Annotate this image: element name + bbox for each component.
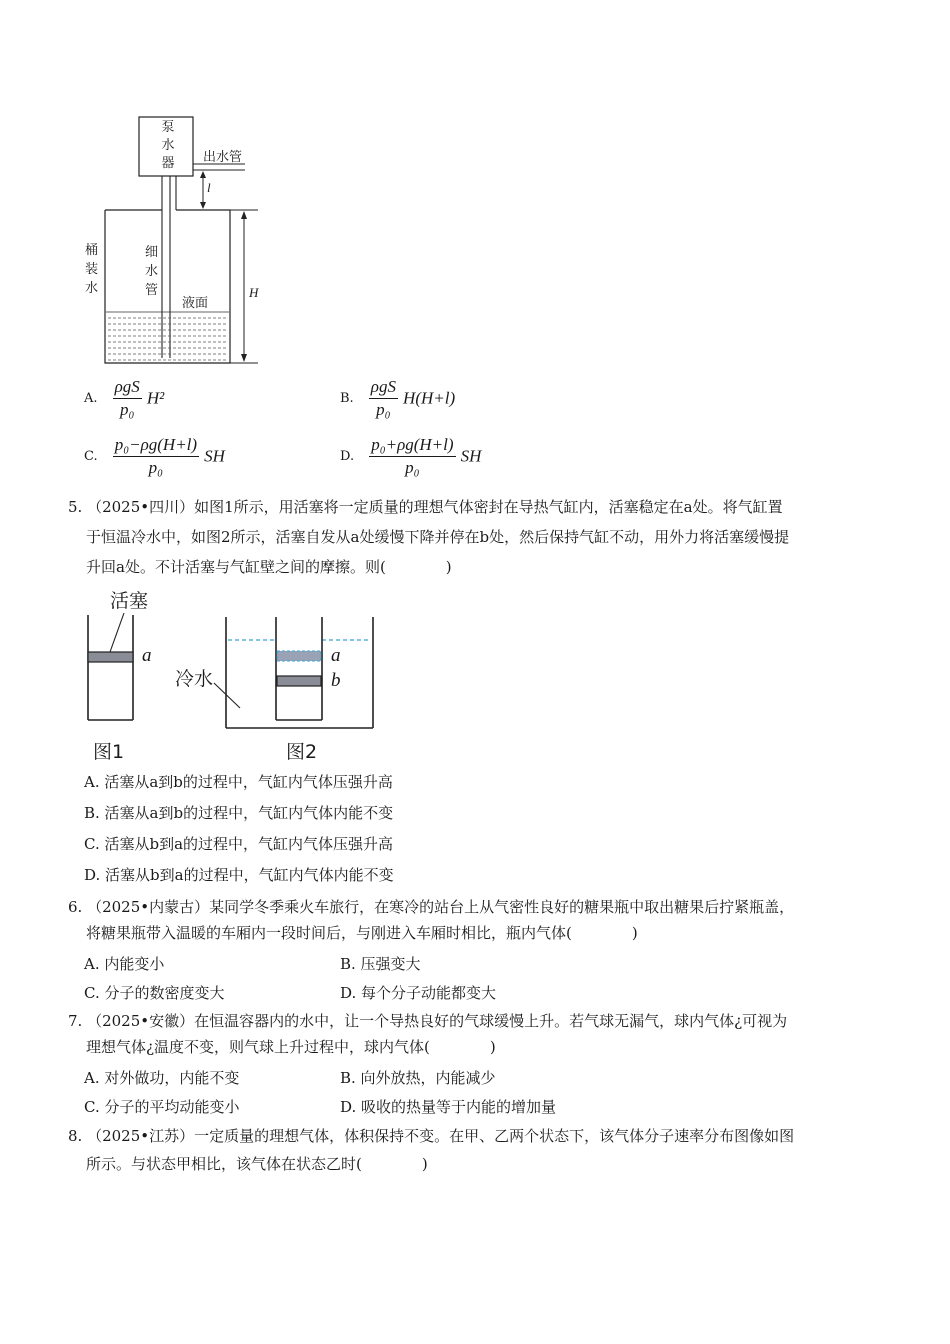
q6-option-b[interactable]: B. 压强变大 <box>340 955 421 973</box>
q5-option-d[interactable]: D. 活塞从b到a的过程中，气缸内气体内能不变 <box>84 866 394 884</box>
piston-position-b <box>277 676 321 686</box>
q6-stem-line-1: 6. （2025•内蒙古）某同学冬季乘火车旅行，在寒冷的站台上从气密性良好的糖果瓶中取出糖果后拧紧瓶盖， <box>68 898 795 916</box>
q4-option-c[interactable]: C. $\frac{\text{p₀−ρg(H+l)}}{\text{p₀}}$ SH <box>84 435 225 477</box>
barrel-label: 桶 装 水 <box>85 242 99 295</box>
a-label-fig2: a <box>331 645 341 666</box>
q5-option-c[interactable]: C. 活塞从b到a的过程中，气缸内气体压强升高 <box>84 835 394 853</box>
cold-water-label: 冷水 <box>175 668 214 690</box>
pump-barrel-figure <box>80 108 280 368</box>
H-label: H <box>249 285 259 300</box>
q6-option-a[interactable]: A. 内能变小 <box>84 955 165 973</box>
q7-stem-line-1: 7. （2025•安徽）在恒温容器内的水中，让一个导热良好的气球缓慢上升。若气球无漏气，球内气体¿可视为 <box>68 1012 788 1030</box>
q5-stem-line-1: 5. （2025•四川）如图1所示，用活塞将一定质量的理想气体密封在导热气缸内，活塞稳定在a处。将气缸置 <box>68 498 783 516</box>
q7-option-c[interactable]: C. 分子的平均动能变小 <box>84 1098 240 1116</box>
q8-stem-line-2: 所示。与状态甲相比，该气体在状态乙时( ) <box>86 1155 428 1173</box>
formula-fraction: $\frac{\text{p₀+ρg(H+l)}}{\text{p₀}}$ <box>371 435 454 477</box>
q7-option-b[interactable]: B. 向外放热，内能减少 <box>340 1069 496 1087</box>
b-label-fig2: b <box>331 670 341 691</box>
fig2-caption: 图2 <box>286 741 318 763</box>
piston-position-a <box>277 651 321 661</box>
q6-stem-line-2: 将糖果瓶带入温暖的车厢内一段时间后，与刚进入车厢时相比，瓶内气体( ) <box>86 924 638 942</box>
q4-option-d[interactable]: D. $\frac{\text{p₀+ρg(H+l)}}{\text{p₀}}$ SH <box>340 435 482 477</box>
l-label: l <box>207 180 211 195</box>
q7-option-a[interactable]: A. 对外做功，内能不变 <box>84 1069 240 1087</box>
q5-option-a[interactable]: A. 活塞从a到b的过程中，气缸内气体压强升高 <box>84 773 393 791</box>
q6-option-d[interactable]: D. 每个分子动能都变大 <box>340 984 497 1002</box>
pump-label: 泵 水 器 <box>161 119 175 170</box>
q4-option-b[interactable]: B. $\frac{\text{ρgS}}{\text{p₀}}$ H(H+l) <box>340 377 456 419</box>
q4-option-a[interactable]: A. $\frac{\text{ρgS}}{\text{p₀}}$ H² <box>84 377 165 419</box>
water-fill <box>106 312 229 360</box>
piston-fig1 <box>88 652 133 662</box>
q5-stem-line-3: 升回a处。不计活塞与气缸壁之间的摩擦。则( ) <box>86 558 452 576</box>
outlet-label: 出水管 <box>203 149 243 164</box>
a-label-fig1: a <box>142 645 152 666</box>
formula-fraction: $\frac{\text{ρgS}}{\text{p₀}}$ <box>370 377 396 419</box>
tube-label: 细 水 管 <box>145 244 159 297</box>
q6-option-c[interactable]: C. 分子的数密度变大 <box>84 984 225 1002</box>
q7-stem-line-2: 理想气体¿温度不变，则气球上升过程中，球内气体( ) <box>86 1038 496 1056</box>
piston-label: 活塞 <box>110 590 149 612</box>
q5-option-b[interactable]: B. 活塞从a到b的过程中，气缸内气体内能不变 <box>84 804 394 822</box>
q7-option-d[interactable]: D. 吸收的热量等于内能的增加量 <box>340 1098 557 1116</box>
formula-fraction: $\frac{\text{p₀−ρg(H+l)}}{\text{p₀}}$ <box>114 435 198 477</box>
formula-fraction: $\frac{\text{ρgS}}{\text{p₀}}$ <box>114 377 140 419</box>
q8-stem-line-1: 8. （2025•江苏）一定质量的理想气体，体积保持不变。在甲、乙两个状态下，该气体分子速率分布图像如图 <box>68 1127 795 1145</box>
q5-stem-line-2: 于恒温冷水中，如图2所示，活塞自发从a处缓慢下降并停在b处，然后保持气缸不动，用外力将活塞缓慢提 <box>86 528 790 546</box>
surface-label: 液面 <box>182 295 209 310</box>
fig1-caption: 图1 <box>93 741 125 763</box>
water-barrel <box>105 210 230 363</box>
